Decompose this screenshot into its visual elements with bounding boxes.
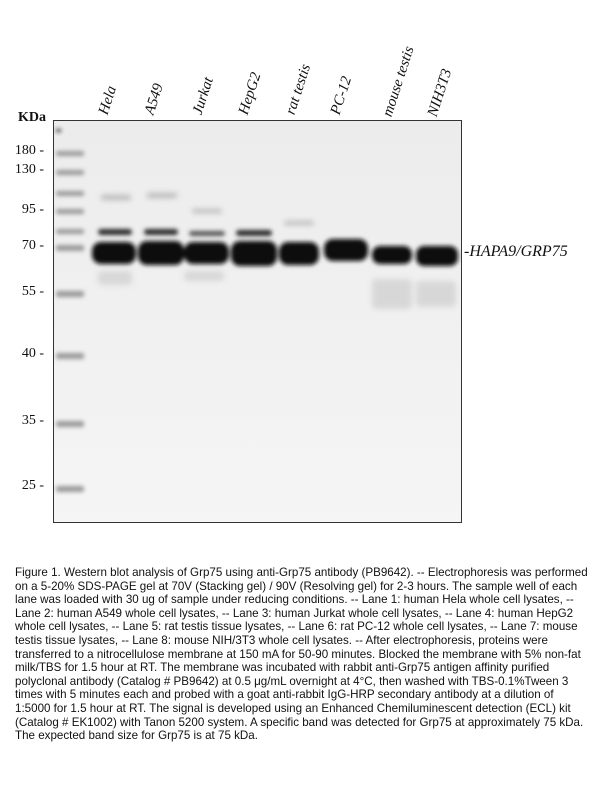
- lane-label-hela: Hela: [95, 84, 121, 117]
- lane-label-a549: A549: [141, 81, 167, 117]
- marker-label-55: 55 -: [21, 284, 44, 299]
- lane-label-rat-testis: rat testis: [282, 62, 315, 117]
- marker-label-25: 25 -: [21, 478, 44, 493]
- marker-label-95: 95 -: [21, 202, 44, 217]
- marker-label-180: 180 -: [14, 143, 44, 158]
- marker-label-70: 70 -: [21, 238, 44, 253]
- lane-label-jurkat: Jurkat: [189, 75, 217, 117]
- kda-unit-label: KDa: [18, 110, 46, 125]
- western-blot-image: [53, 120, 462, 523]
- lane-label-mouse-testis: mouse testis: [379, 44, 418, 119]
- figure-caption: Figure 1. Western blot analysis of Grp75 using anti-Grp75 antibody (PB9642). -- Electrophoresis was performed on a 5-20% SDS-PAGE gel at 70V (Stacking gel) / 90V (Resolving gel) for 2-3 hours. The sample well of each lane was loaded with 30 ug of sample under reducing conditions. -- Lane 1: human Hela whole cell lysates, -- Lane 2: human A549 whole cell lysates, -- Lane 3: human Jurkat whole cell lysates, -- Lane 4: human HepG2 whole cell lysates, -- Lane 5: rat testis tissue lysates, -- Lane 6: rat PC-12 whole cell lysates, -- Lane 7: mouse testis tissue lysates, -- Lane 8: mouse NIH/3T3 whole cell lysates. -- After electrophoresis, proteins were transferred to a nitrocellulose membrane at 150 mA for 50-90 minutes. Blocked the membrane with 5% non-fat milk/TBS for 1.5 hour at RT. The membrane was incubated with rabbit anti-Grp75 antigen affinity purified polyclonal antibody (Catalog # PB9642) at 0.5 μg/mL overnight at 4°C, then washed with TBS-0.1%Tween 3 times with 5 minutes each and probed with a goat anti-rabbit IgG-HRP secondary antibody at a dilution of 1:5000 for 1.5 hour at RT. The signal is developed using an Enhanced Chemiluminescent detection (ECL) kit (Catalog # EK1002) with Tanon 5200 system. A specific band was detected for Grp75 at approximately 75 kDa. The expected band size for Grp75 is at 75 kDa.: [15, 566, 588, 743]
- lane-label-nih3t3: NIH3T3: [424, 66, 456, 119]
- lane-label-pc12: PC-12: [327, 74, 356, 117]
- band-label-hapa9-grp75: -HAPA9/GRP75: [464, 243, 568, 260]
- lane-label-hepg2: HepG2: [235, 70, 265, 117]
- marker-label-35: 35 -: [21, 413, 44, 428]
- marker-label-40: 40 -: [21, 346, 44, 361]
- marker-label-130: 130 -: [14, 162, 44, 177]
